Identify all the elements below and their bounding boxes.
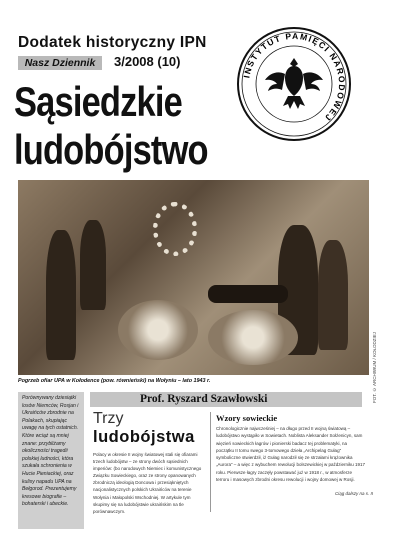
- main-title-line2: ludobójstwo: [14, 126, 208, 173]
- photo-caption: Pogrzeb ofiar UPA w Kołodence (pow. równieński) na Wołyniu – lato 1943 r.: [18, 378, 211, 384]
- ipn-seal: [236, 26, 352, 142]
- main-title-line1: Sąsiedzkie: [14, 78, 182, 125]
- article-column-1: Polacy w okresie II wojny światowej stali się ofiarami trzech ludobójstw – ze strony dwóch sąsiednich imperiów: (bo narodowych Niemiec i komunistycznego Związku Sowieckiego, oraz ze strony opanowanych zbrodniczą ideologią Doncowa i przesiąkniętych nacjonalistycznych polskich Ukraińców na terenie Wołynia i Małopolski Wschodniej. W artykule tym skupimy się na ludobójstwie ukraińskim na tle porównawczym.: [93, 452, 202, 514]
- column-divider: [210, 412, 211, 512]
- funeral-photo: [18, 180, 369, 375]
- continued-note: Ciąg dalszy na s. II: [335, 491, 374, 496]
- issue-number: 3/2008 (10): [114, 54, 181, 69]
- section-heading: Wzory sowieckie: [216, 413, 278, 423]
- article-column-2: Chronologicznie najwcześniej – na długo przed II wojną światową – ludobójstwo wystąpiło w Sowietach. Noblista Aleksander Sołżenicyn, sam więzień sowieckich łagrów i pionierski badacz tej problematyki, na początku II tomu swego 3-tomowego dzieła „Archipelag Gułag” symboliczne stwierdził, iż Gułag narodził się ze strzałami krążownika „Aurora” – a więc z wybuchem rewolucji bolszewickiej w październiku 1917 roku. Pierwsze łagry zaczęły powstawać już w 1918 r., w atmosferze terroru i masowych zbrodni okresu rewolucji i wojny domowej w Rosji.: [216, 426, 366, 483]
- article-kicker: Trzy: [93, 410, 124, 427]
- seal-inscription: INSTYTUT PAMIĘCI NARODOWEJ: [241, 30, 348, 124]
- author-name: Prof. Ryszard Szawłowski: [140, 393, 268, 405]
- lead-text-box: Porównywany dziesiątki losów Niemców, Rosjan i Ukraińców zbrodnie na Polakach, skupiając uwagę na tych ostatnich. Które wciąż są mniej znane: przybliżamy okoliczności tragedii polskiej ludności, która szukała schronienia w Hucie Pieniackiej, oraz kulisy napadu UPA na Bełgorod. Prezentujemy kresowe biografie – bohaterski i ubeckie.: [18, 392, 84, 529]
- eagle-emblem-icon: [265, 58, 323, 109]
- article-heading: ludobójstwa: [93, 428, 195, 446]
- supplement-title: Dodatek historyczny IPN: [18, 34, 207, 51]
- newspaper-name: Nasz Dziennik: [18, 56, 102, 70]
- photo-credit: FOT. © ARCHIWUM / KOŁODZIEJ: [372, 332, 377, 404]
